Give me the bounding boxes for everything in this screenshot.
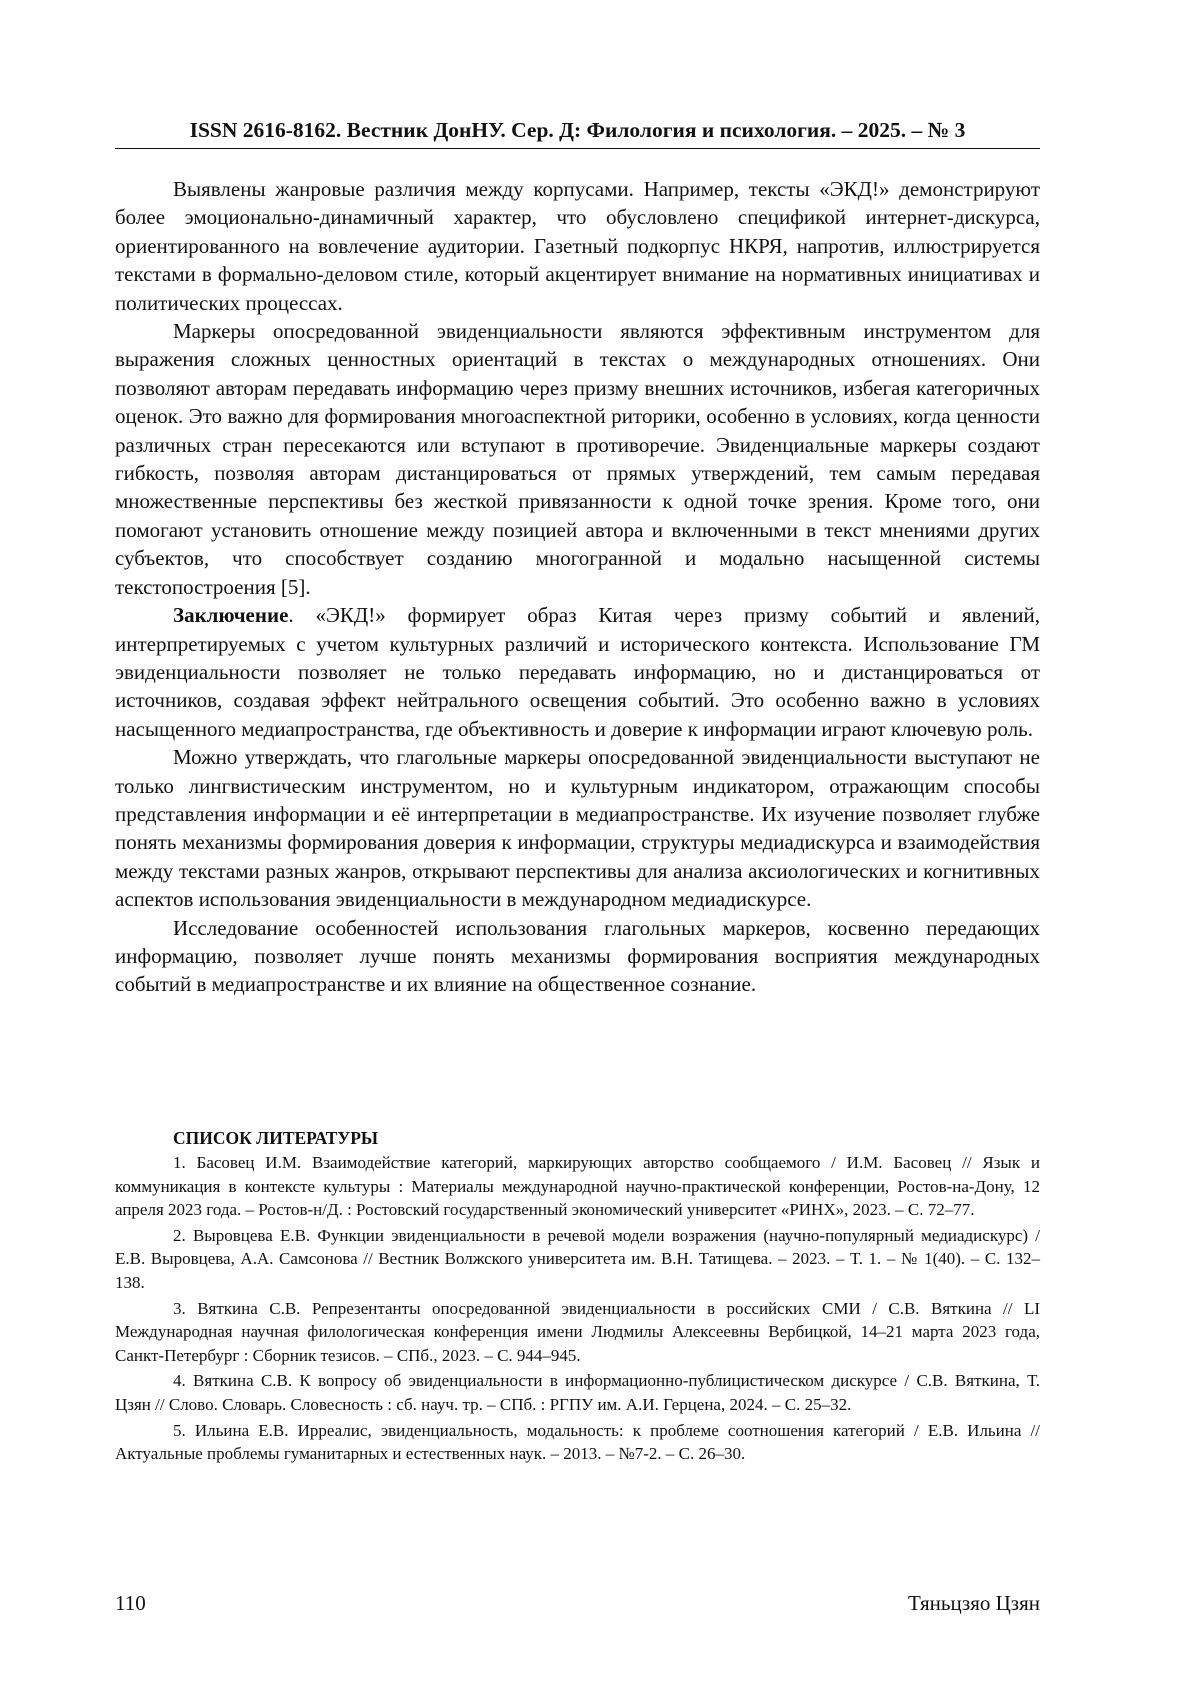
author-name: Тяньцзяо Цзян — [907, 1591, 1040, 1615]
article-body — [115, 175, 1040, 999]
reference-item: 1. Басовец И.М. Взаимодействие категорий, маркирующих авторство сообщаемого / И.М. Басовец // Язык и коммуникация в контексте культуры : Материалы международной научно-практической конференции, Ростов-на-Дону, 12 апреля 2023 года. – Ростов-н/Д. : Ростовский государственный экономический университет «РИНХ», 2023. – С. 72–77. — [115, 1153, 1040, 1220]
reference-item: 3. Вяткина С.В. Репрезентанты опосредованной эвиденциальности в российских СМИ / С.В. Вяткина // LI Международная научная филологическая конференция имени Людмилы Алексеевны Вербицкой, 14–21 марта 2023 года, Санкт-Петербург : Сборник тезисов. – СПб., 2023. – С. 944–945. — [115, 1298, 1040, 1365]
paragraph-conclusion — [115, 601, 1040, 743]
page-number: 110 — [115, 1591, 146, 1615]
paragraph-research-summary: Исследование особенностей использования глагольных маркеров, косвенно передающих информацию, позволяет лучше понять механизмы формирования восприятия международных событий в медиапространстве и их влияние на общественное сознание. — [115, 915, 1040, 997]
reference-item: 4. Вяткина С.В. К вопросу об эвиденциальности в информационно-публицистическом дискурсе / С.В. Вяткина, Т. Цзян // Слово. Словарь. Словесность : сб. науч. тр. – СПб. : РГПУ им. А.И. Герцена, 2024. – С. 25–32. — [115, 1371, 1040, 1414]
reference-item: 5. Ильина Е.В. Ирреалис, эвиденциальность, модальность: к проблеме соотношения категорий / Е.В. Ильина // Актуальные проблемы гуманитарных и естественных наук. – 2013. – №7-2. – С. 26–30. — [115, 1420, 1040, 1464]
paragraph-verbal-markers: Можно утверждать, что глагольные маркеры опосредованной эвиденциальности выступают не только лингвистическим инструментом, но и культурным индикатором, отражающим способы представления информации и её интерпретации в медиапространстве. Их изучение позволяет глубже понять механизмы формирования доверия к информации, структуры медиадискурса и взаимодействия между текстами разных жанров, открывают перспективы для анализа аксиологических и когнитивных аспектов использования эвиденциальности в международном медиадискурсе. — [115, 745, 1040, 912]
references-list — [115, 1151, 1040, 1468]
paragraph-genre-differences: Выявлены жанровые различия между корпусами. Например, тексты «ЭКД!» демонстрируют более эмоционально-динамичный характер, что обусловлено спецификой интернет-дискурса, ориентированного на вовлечение аудитории. Газетный подкорпус НКРЯ, напротив, иллюстрируется текстами в формально-деловом стиле, который акцентирует внимание на нормативных инициативах и политических процессах. — [115, 177, 1040, 315]
conclusion-heading: Заключение — [173, 603, 289, 628]
references-title: СПИСОК ЛИТЕРАТУРЫ — [173, 1128, 379, 1148]
reference-item: 2. Выровцева Е.В. Функции эвиденциальности в речевой модели возражения (научно-популярный медиадискурс) / Е.В. Выровцева, А.А. Самсонова // Вестник Волжского университета им. В.Н. Татищева. – 2023. – Т. 1. – № 1(40). – С. 132–138. — [115, 1225, 1040, 1292]
running-header: ISSN 2616-8162. Вестник ДонНУ. Сер. Д: Филология и психология. – 2025. – № 3 — [115, 116, 1040, 149]
paragraph-evidential-markers: Маркеры опосредованной эвиденциальности являются эффективным инструментом для выражения сложных ценностных ориентаций в текстах о международных отношениях. Они позволяют авторам передавать информацию через призму внешних источников, избегая категоричных оценок. Это важно для формирования многоаспектной риторики, особенно в условиях, когда ценности различных стран пересекаются или вступают в противоречие. Эвиденциальные маркеры создают гибкость, позволяя авторам дистанцироваться от прямых утверждений, тем самым передавая множественные перспективы без жесткой привязанности к одной точке зрения. Кроме того, они помогают установить отношение между позицией автора и включенными в текст мнениями других субъектов, что способствует созданию многогранной и модально насыщенной системы текстопостроения [5]. — [115, 319, 1040, 599]
conclusion-text: . «ЭКД!» формирует образ Китая через призму событий и явлений, интерпретируемых с учетом культурных различий и исторического контекста. Использование ГМ эвиденциальности позволяет не только передавать информацию, но и дистанцироваться от источников, создавая эффект нейтрального освещения событий. Это особенно важно в условиях насыщенного медиапространства, где объективность и доверие к информации играют ключевую роль. — [115, 603, 1040, 741]
